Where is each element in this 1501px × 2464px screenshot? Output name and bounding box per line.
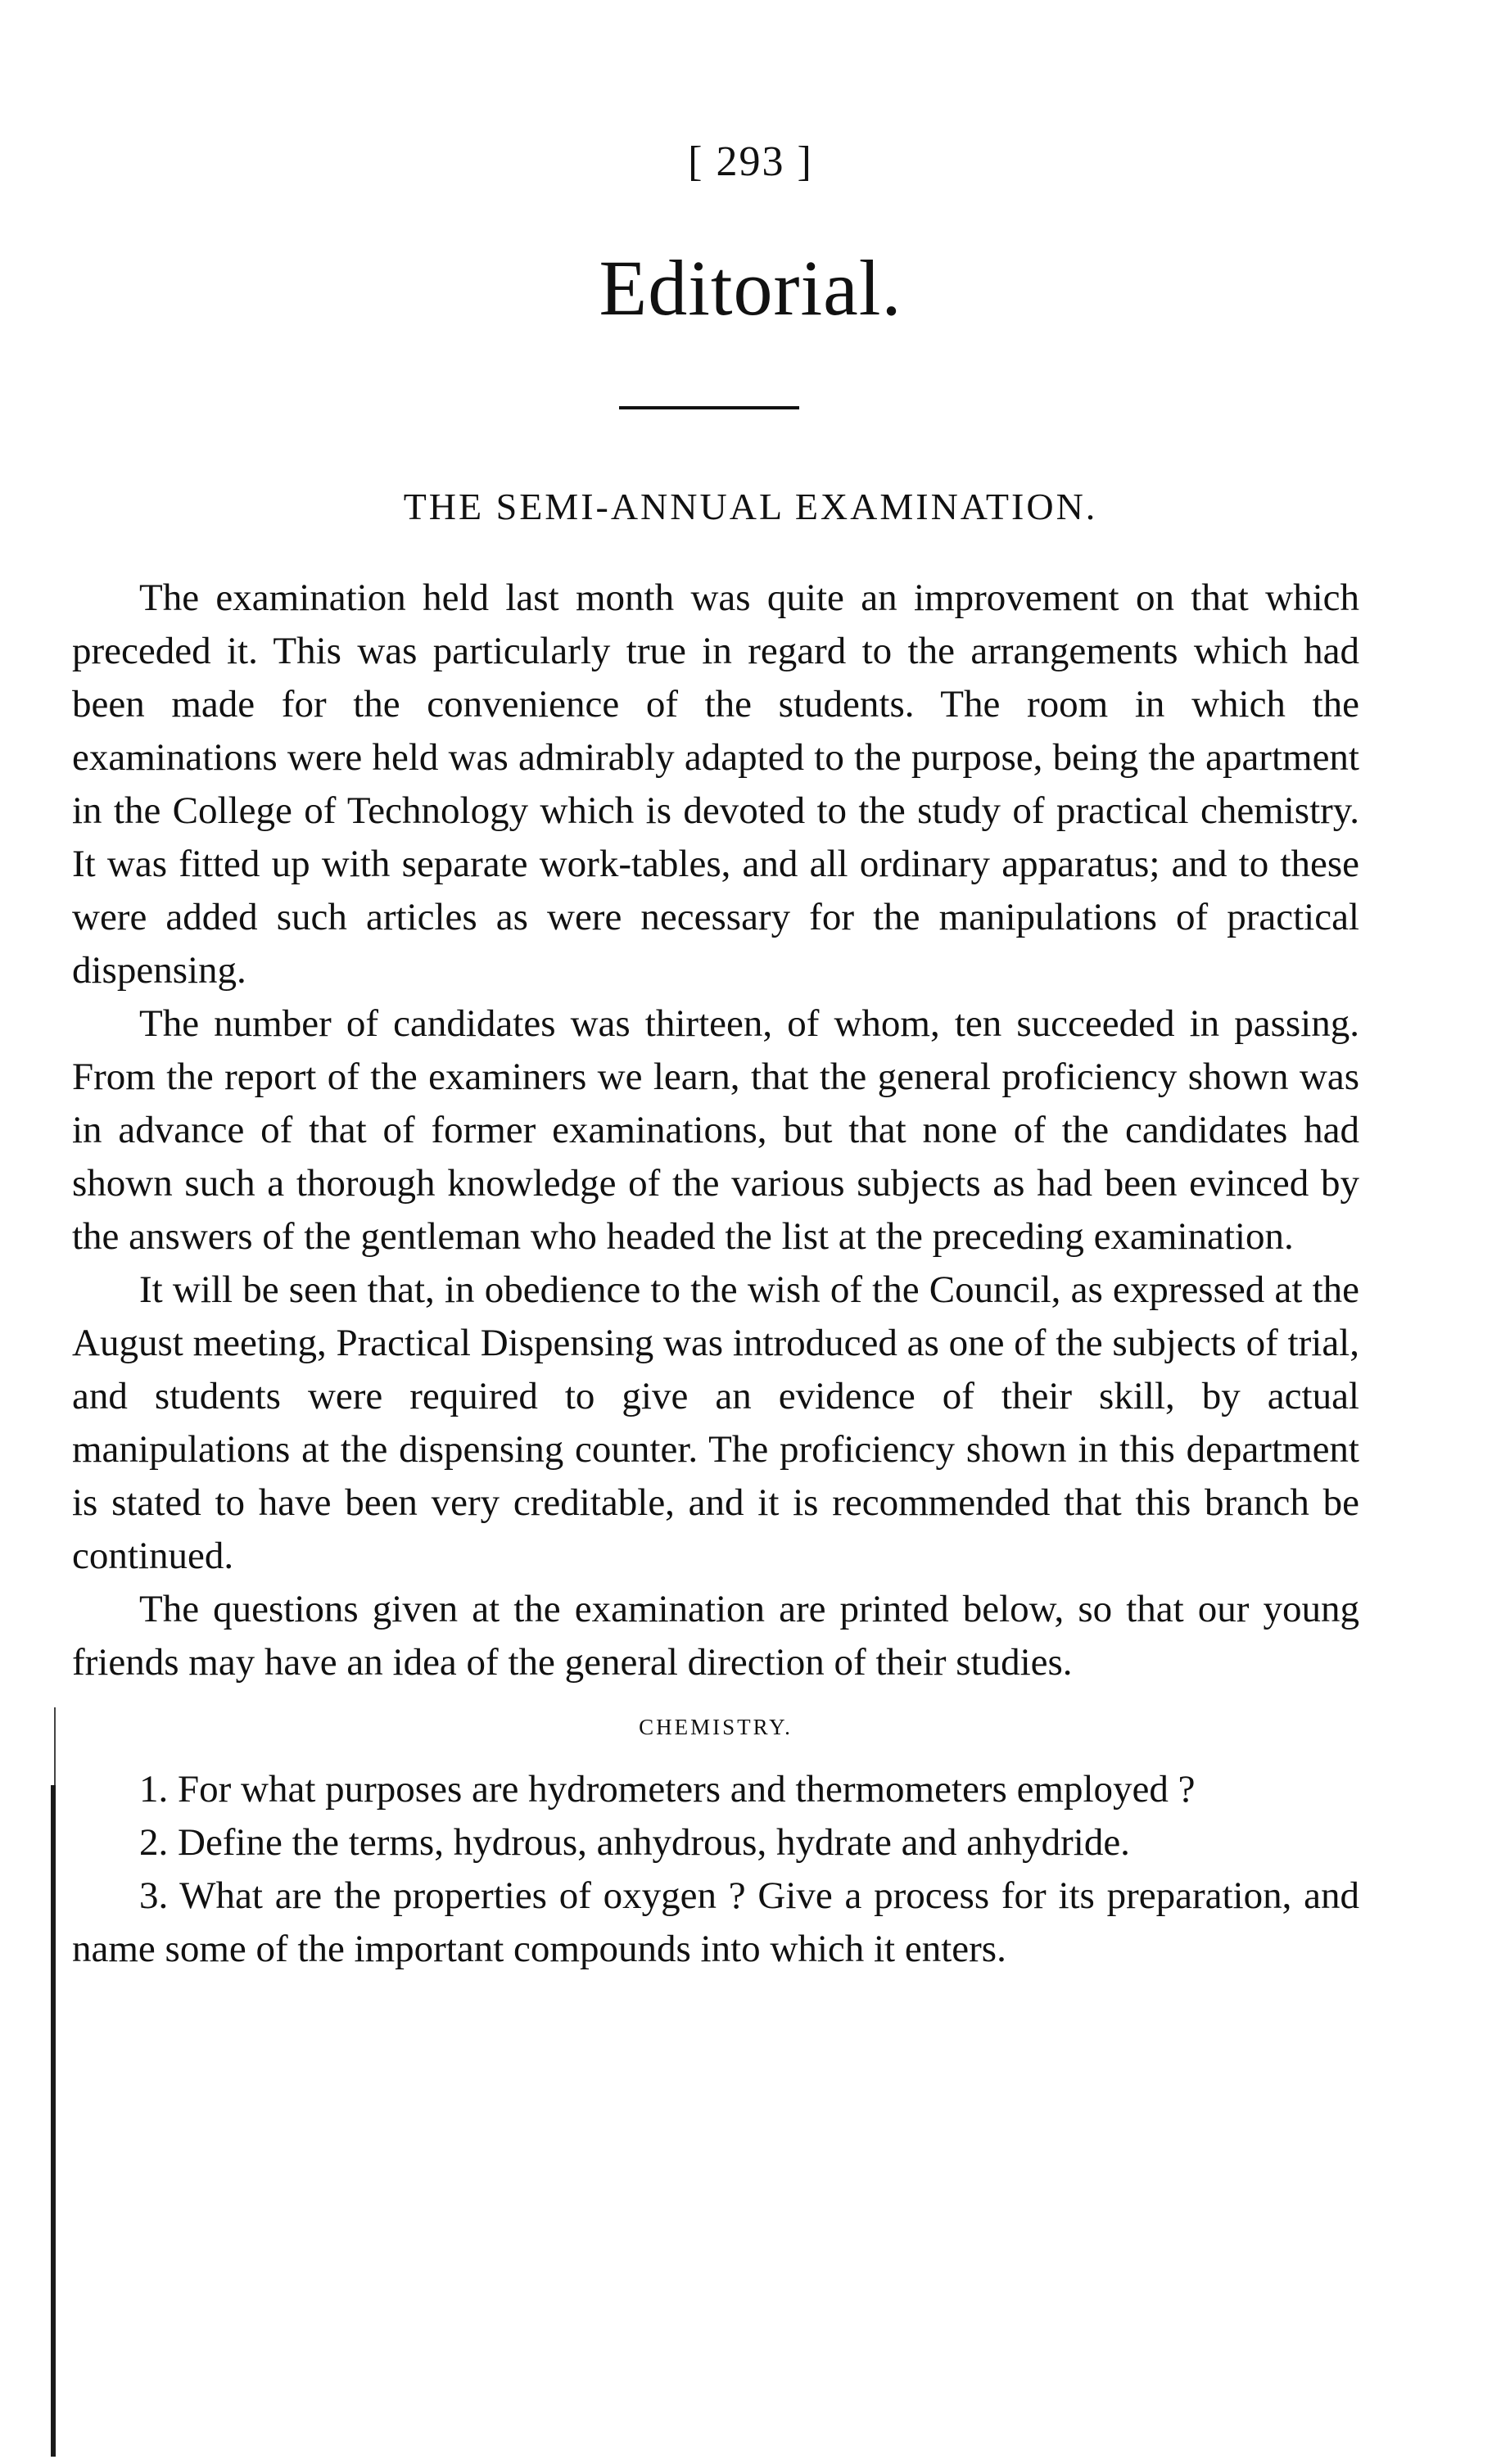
page-heading: Editorial.	[599, 244, 902, 332]
margin-mark-thin	[54, 1707, 56, 1789]
question-2: 2. Define the terms, hydrous, anhydrous, hydrate and anhydride.	[139, 1821, 1130, 1864]
paragraph-2: The number of candidates was thirteen, of whom, ten succeeded in passing. From the report of the examiners we learn, that the general proficiency shown was in advance of that of former examinations, but that none of the candidates had shown such a thorough knowledge of the various subjects as had been evinced by the answers of the gentleman who headed the list at the preceding examination.	[72, 1002, 1359, 1258]
chemistry-subheading: CHEMISTRY.	[639, 1715, 793, 1739]
question-1: 1. For what purposes are hydrometers and thermometers employed ?	[139, 1768, 1196, 1811]
paragraph-3: It will be seen that, in obedience to the wish of the Council, as expressed at the August meeting, Practical Dispensing was introduced as one of the subjects of trial, and students were required to give an evidence of their skill, by actual manipulations at the dispensing counter. The proficiency shown in this department is stated to have been very creditable, and it is recommended that this branch be continued.	[72, 1268, 1359, 1577]
paragraph-4: The questions given at the examination are printed below, so that our young friends may have an idea of the general direction of their studies.	[72, 1588, 1359, 1684]
article-body	[72, 572, 1359, 1976]
page-number: [ 293 ]	[688, 138, 813, 185]
question-3: 3. What are the properties of oxygen ? Give a process for its preparation, and name some of the important compounds into which it enters.	[72, 1874, 1359, 1970]
section-title: THE SEMI-ANNUAL EXAMINATION.	[403, 486, 1098, 527]
paragraph-1: The examination held last month was quite an improvement on that which preceded it. This was particularly true in regard to the arrangements which had been made for the convenience of the students. The room in which the examinations were held was admirably adapted to the purpose, being the apartment in the College of Technology which is devoted to the study of practical chemistry. It was fitted up with separate work-tables, and all ordinary apparatus; and to these were added such articles as were necessary for the manipulations of practical dispensing.	[72, 576, 1359, 992]
margin-mark	[51, 1785, 56, 2457]
heading-rule	[619, 406, 799, 409]
